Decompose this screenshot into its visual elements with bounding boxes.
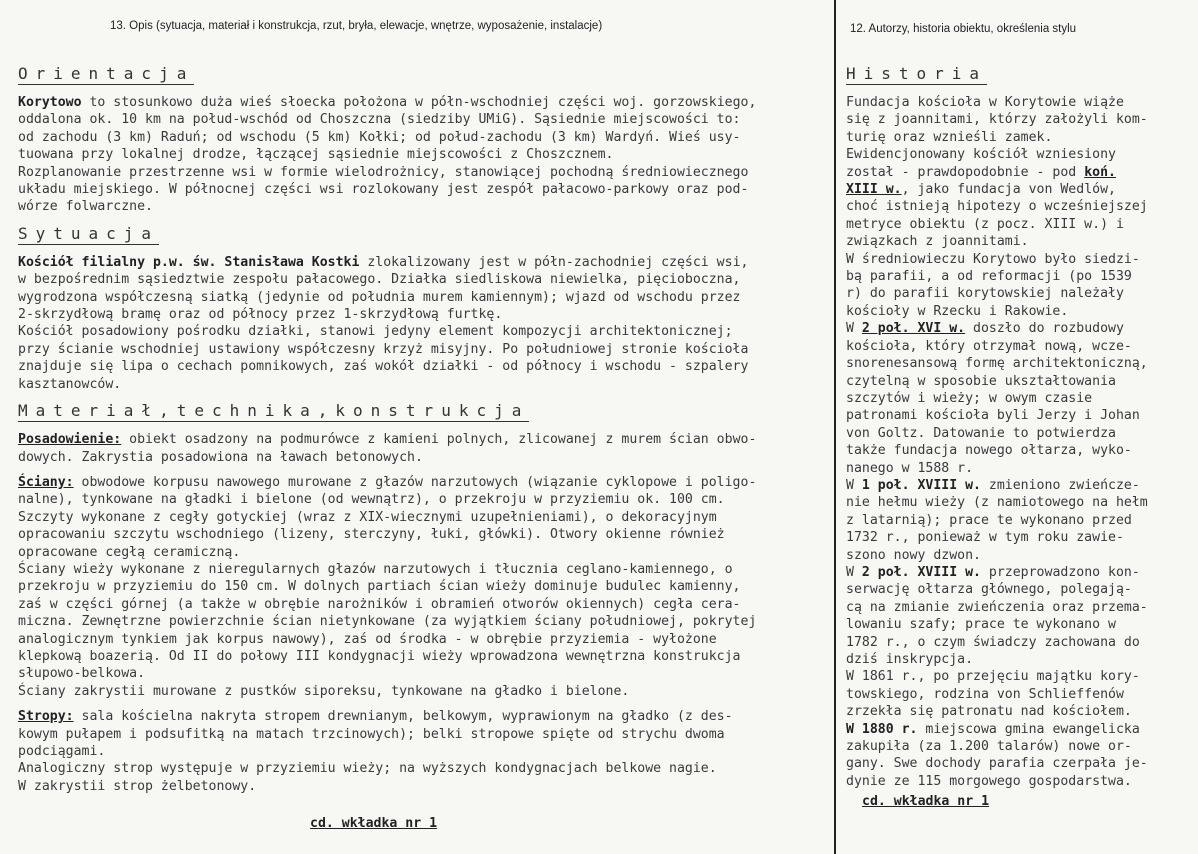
- orientacja-text: [18, 94, 818, 216]
- section-title-material: Materiał,technika,konstrukcja: [18, 401, 530, 421]
- sciany-lead: Ściany:: [18, 474, 74, 490]
- historia-date-5: W 1880 r.: [846, 721, 918, 737]
- historia-date-3: 1 poł. XVIII w.: [861, 477, 981, 493]
- sytuacja-text: [18, 254, 818, 393]
- historia-date-1: koń. XIII w.: [846, 164, 1116, 198]
- stropy-lead: Stropy:: [18, 709, 74, 725]
- sytuacja-lead: Kościół filialny p.w. św. Stanisława Kostki: [18, 254, 360, 270]
- sciany-text: [18, 474, 818, 700]
- historia-p5: miejscowa gmina ewangelicka zakupiła (za 1.200 talarów) nowe or- gany. Swe dochody parafia czerpała je- dynie ze 115 morgowego gospodarstwa.: [846, 721, 1148, 789]
- orientacja-body: to stosunkowo duża wieś słoecka położona w półn-wschodniej części woj. gorzowskiego, oddalona ok. 10 km na połud-wschód od Choszczna (siedziby UMiG). Sąsiednie miejscowości to: od zachodu (3 km) Raduń; od wschodu (5 km) Kołki; od połud-zachodu (3 km) Wardyń. Wieś usy- tuowana przy lokalnej drodze, łączącej sąsiednie miejscowości z Choszcznem. Rozplanowanie przestrzenne wsi w formie wielodrożnicy, stanowiącej pochodną średniowiecznego układu miejskiego. W północnej części wsi rozlokowany jest zespół pałacowo-parkowy oraz pod- wórze folwarczne.: [18, 95, 757, 215]
- posadowienie-lead: Posadowienie:: [18, 432, 122, 448]
- stropy-text: [18, 708, 818, 795]
- section-title-sytuacja: Sytuacja: [18, 223, 160, 243]
- historia-p1: Fundacja kościoła w Korytowie wiąże się z joannitami, którzy założyli kom- turię oraz wznieśli zamek. Ewidencjonowany kościół wzniesiony został - prawdopodobnie - pod: [846, 95, 1148, 180]
- posadowienie-body: obiekt osadzony na podmurówce z kamieni polnych, zlicowanej z murem ścian obwo- dowych. Zakrystia posadowiona na ławach betonowych.: [18, 432, 757, 465]
- orientacja-lead: Korytowo: [18, 95, 82, 110]
- section-title-orientacja: Orientacja: [18, 64, 195, 83]
- history-column: [846, 64, 1176, 790]
- stropy-body: sala kościelna nakryta stropem drewnianym, belkowym, wyprawionym na gładko (z des- kowym pułapem i podsufitką na matach trzcinowych); belki stropowe spięte od strychu dwoma podciągami. Analogiczny strop występuje w przyziemiu wieży; na wyższych kondygnacjach belkowe nagie. W zakrystii strop żelbetonowy.: [18, 709, 733, 794]
- continued-note-left: cd. wkładka nr 1: [310, 816, 438, 831]
- historia-p2: doszło do rozbudowy kościoła, który otrzymał nową, wcze- snorenesansową formę architektoniczną, czytelną w sposobie ukształtowania szczytów i wieży; w owym czasie patronami kościoła byli Jerzy i Johan von Goltz. Datowanie to potwierdza także fundacja nowego ołtarza, wyko- nanego w 1588 r. W: [846, 321, 1148, 493]
- description-column: [18, 64, 818, 803]
- section-title-historia: Historia: [846, 64, 988, 83]
- historia-date-4: 2 poł. XVIII w.: [861, 564, 981, 580]
- historia-p1b: , jako fundacja von Wedlów, choć istnieją hipotezy o wcześniejszej metryce obiektu (z pocz. XIII w.) i związkach z joannitami. W średniowieczu Korytowo było siedzi- bą parafii, a od reformacji (po 1539 r) do parafii korytowskiej należały kościoły w Rzecku i Rakowie. W: [846, 182, 1148, 337]
- historia-text: [846, 94, 1176, 790]
- sciany-body: obwodowe korpusu nawowego murowane z głazów narzutowych (wiązanie cyklopowe i poligo- nalne), tynkowane na gładki i bielone (od wewnątrz), o przekroju w przyziemiu ok. 100 cm. Szczyty wykonane z cegły gotyckiej (wraz z XIX-wiecznymi uzupełnieniami), o dekoracyjnym opracowaniu szczytu wschodniego (lizeny, sterczyny, łuki, główki). Otwory okienne również opracowane cegłą ceramiczną. Ściany wieży wykonane z nieregularnych głazów narzutowych i tłucznia ceglano-kamiennego, o przekroju w przyziemiu do 150 cm. W dolnych partiach ścian wieży dominuje budulec kamienny, zaś w części górnej (a także w obrębie narożników i obramień otworów okiennych) cegła cera- miczna. Zewnętrzne powierzchnie ścian nietynkowane (za wyjątkiem ściany południowej, pokrytej analogicznym tynkiem jak korpus nawowy), zaś od środka - w obrębie przyziemia - wyłożone klepkową boazerią. Od II do połowy III kondygnacji wieży wprowadzona wewnętrzna konstrukcja słupowo-belkowa. Ściany zakrystii murowane z pustków siporeksu, tynkowane na gładko i bielone.: [18, 474, 757, 699]
- left-column-header: 13. Opis (sytuacja, materiał i konstrukcja, rzut, bryła, elewacje, wnętrze, wyposażenie, instalacje): [110, 20, 603, 32]
- column-divider: [834, 0, 836, 854]
- historia-date-2: 2 poł. XVI w.: [861, 321, 966, 337]
- historia-p4: przeprowadzono kon- serwację ołtarza głównego, polegają- cą na zmianie zwieńczenia oraz przema- lowaniu szafy; prace te wykonano w 1782 r., o czym świadczy zachowana do dziś inskrypcja. W 1861 r., po przejęciu majątku kory- towskiego, rodzina von Schlieffenów zrzekła się patronatu nad kościołem.: [846, 564, 1148, 720]
- continued-note-right: cd. wkładka nr 1: [862, 794, 990, 809]
- historia-p3: zmieniono zwieńcze- nie hełmu wieży (z namiotowego na hełm z latarnią); prace te wykonano przed 1732 r., ponieważ w tym roku zawie- szono nowy dzwon. W: [846, 477, 1148, 580]
- posadowienie-text: [18, 431, 818, 466]
- sytuacja-body: zlokalizowany jest w półn-zachodniej części wsi, w bezpośrednim sąsiedztwie zespołu pałacowego. Działka siedliskowa niewielka, pięcioboczna, wygrodzona współczesną siatką (jedynie od południa murem kamiennym); wjazd od wschodu przez 2-skrzydłową bramę oraz od północy przez 1-skrzydłową furtkę. Kościół posadowiony pośrodku działki, stanowi jedyny element kompozycji architektonicznej; przy ścianie wschodniej ustawiony współczesny krzyż misyjny. Po południowej stronie kościoła znajduje się lipa o cechach pomnikowych, zaś wokół działki - od północy i wschodu - szpalery kasztanowców.: [18, 254, 749, 392]
- right-column-header: 12. Autorzy, historia obiektu, określenia stylu: [850, 23, 1077, 35]
